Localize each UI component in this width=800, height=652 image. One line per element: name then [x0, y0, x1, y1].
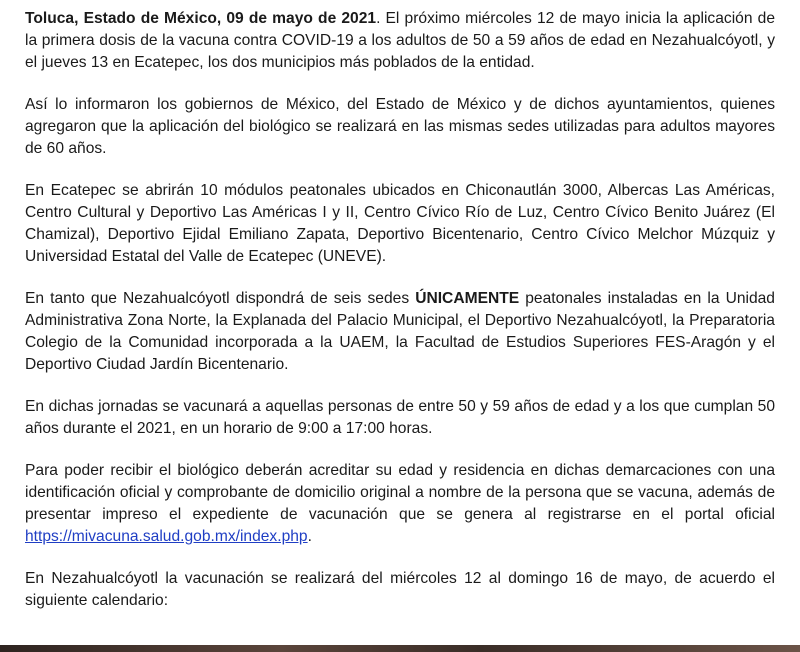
paragraph-requirements: [25, 460, 775, 548]
paragraph-schedule-hours: En dichas jornadas se vacunará a aquellas personas de entre 50 y 59 años de edad y a los que cumplan 50 años durante el 2021, en un horario de 9:00 a 17:00 horas.: [25, 398, 775, 437]
paragraph-intro: [25, 8, 775, 74]
registration-portal-link[interactable]: https://mivacuna.salud.gob.mx/index.php: [25, 528, 308, 545]
paragraph-announcement: Así lo informaron los gobiernos de México, del Estado de México y de dichos ayuntamientos, quienes agregaron que la aplicación del biológico se realizará en las mismas sedes utilizadas para adultos mayores de 60 años.: [25, 96, 775, 157]
paragraph-calendar-intro: En Nezahualcóyotl la vacunación se realizará del miércoles 12 al domingo 16 de mayo, de acuerdo el siguiente calendario:: [25, 570, 775, 609]
paragraph-nezahualcoyotl-sites: [25, 288, 775, 376]
dateline: Toluca, Estado de México, 09 de mayo de 2021: [25, 10, 377, 27]
sites-text-after: peatonales instaladas en la Unidad Administrativa Zona Norte, la Explanada del Palacio Municipal, el Deportivo Nezahualcóyotl, la Preparatoria Colegio de la Comunidad incorporada a la UAEM, la Facultad de Estudios Superiores FES-Aragón y el Deportivo Ciudad Jardín Bicentenario.: [25, 290, 775, 373]
press-release-document: [25, 8, 775, 612]
requirements-text-end: .: [307, 528, 312, 545]
calendar-image-edge: [0, 645, 800, 652]
paragraph-ecatepec-modules: En Ecatepec se abrirán 10 módulos peatonales ubicados en Chiconautlán 3000, Albercas Las Américas, Centro Cultural y Deportivo Las Américas I y II, Centro Cívico Río de Luz, Centro Cívico Benito Juárez (El Chamizal), Deportivo Ejidal Emiliano Zapata, Deportivo Bicentenario, Centro Cívico Melchor Múzquiz y Universidad Estatal del Valle de Ecatepec (UNEVE).: [25, 182, 775, 265]
paragraph-intro-text: . El próximo miércoles 12 de mayo inicia la aplicación de la primera dosis de la vacuna contra COVID-19 a los adultos de 50 a 59 años de edad en Nezahualcóyotl, y el jueves 13 en Ecatepec, los dos municipios más poblados de la entidad.: [25, 10, 775, 71]
requirements-text: Para poder recibir el biológico deberán acreditar su edad y residencia en dichas demarcaciones con una identificación oficial y comprobante de domicilio original a nombre de la persona que se vacuna, además de presentar impreso el expediente de vacunación que se genera al registrarse en el portal oficial: [25, 462, 775, 523]
sites-text-before: En tanto que Nezahualcóyotl dispondrá de seis sedes: [25, 290, 416, 307]
unicamente-emphasis: ÚNICAMENTE: [415, 290, 520, 307]
